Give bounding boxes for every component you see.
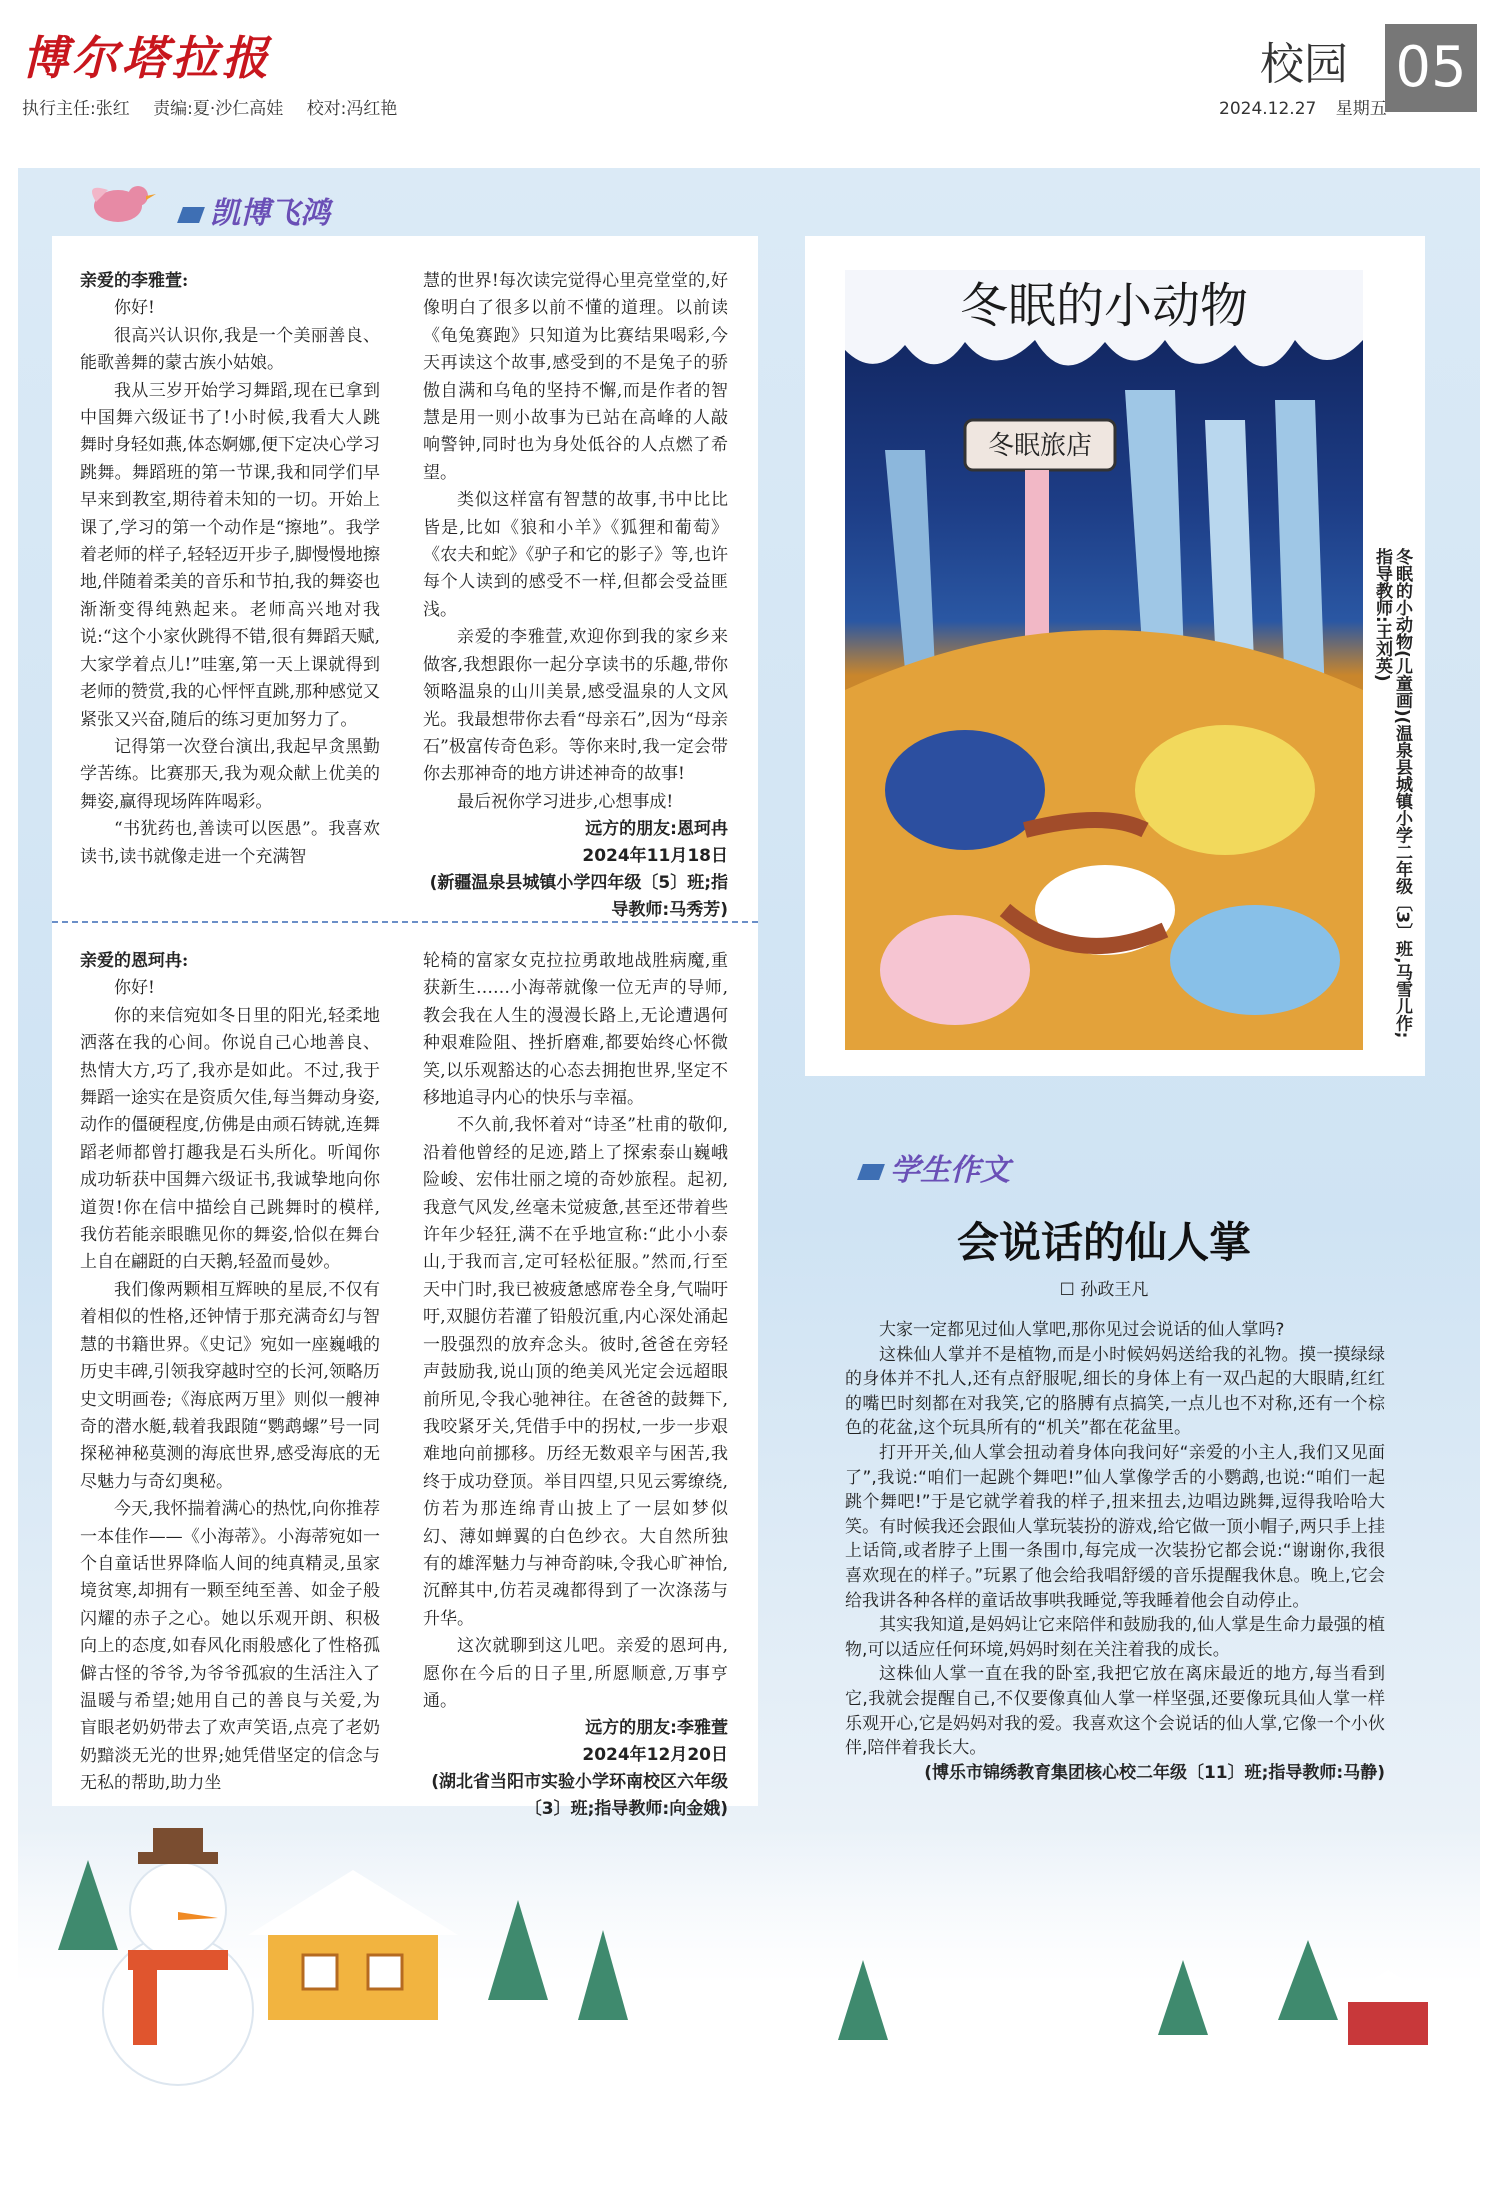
issue-date	[1205, 94, 1387, 119]
editor-credits	[22, 94, 415, 119]
letter1-paragraph: 亲爱的李雅萱,欢迎你到我的家乡来做客,我想跟你一起分享读书的乐趣,带你领略温泉的山川美景,感受温泉的人文风光。我最想带你去看“母亲石”,因为“母亲石”极富传奇色彩。等你来时,我一定会带你去那神奇的地方讲述神奇的故事!	[423, 627, 728, 785]
section-name: 校园	[1260, 39, 1348, 90]
column-title-letters: 凯博飞鸿	[180, 188, 330, 232]
letter1-paragraph: 最后祝你学习进步,心想事成!	[457, 791, 674, 812]
painting-caption: 冬眠的小动物(儿童画)(温泉县城镇小学二年级〔3〕班,马雪儿作;指导教师:王刘英)	[1372, 548, 1412, 1039]
essay-school-note: (博乐市锦绣教育集团核心校二年级〔11〕班;指导教师:马静)	[924, 1762, 1385, 1783]
essay-title: 会说话的仙人掌	[956, 1218, 1251, 1267]
letter2-paragraph: 不久前,我怀着对“诗圣”杜甫的敬仰,沿着他曾经的足迹,踏上了探索泰山巍峨险峻、宏伟壮丽之境的奇妙旅程。起初,我意气风发,丝毫未觉疲惫,甚至还带着些许年少轻狂,满不在乎地宣称:“此小小泰山,于我而言,定可轻松征服。”然而,行至天中门时,我已被疲惫感席卷全身,气喘吁吁,双腿仿若灌了铅般沉重,内心深处涌起一股强烈的放弃念头。彼时,爸爸在旁轻声鼓励我,说山顶的绝美风光定会远超眼前所见,令我心驰神往。在爸爸的鼓舞下,我咬紧牙关,凭借手中的拐杖,一步一步艰难地向前挪移。历经无数艰辛与困苦,我终于成功登顶。举目四望,只见云雾缭绕,仿若为那连绵青山披上了一层如梦似幻、薄如蝉翼的白色纱衣。大自然所独有的雄浑魅力与神奇韵味,令我心旷神怡,沉醉其中,仿若灵魂都得到了一次涤荡与升华。	[423, 1115, 728, 1629]
bird-icon	[78, 172, 158, 232]
essay-author: ☐ 孙政王凡	[1059, 1280, 1149, 1300]
letter2-salutation: 亲爱的恩珂冉:	[80, 951, 189, 971]
essay-paragraph: 这株仙人掌一直在我的卧室,我把它放在离床最近的地方,每当看到它,我就会提醒自己,不仅要像真仙人掌一样坚强,还要像玩具仙人掌一样乐观开心,它是妈妈对我的爱。我喜欢这个会说话的仙人掌,它像一个小伙伴,陪伴着我长大。	[845, 1664, 1385, 1759]
letter1-school: (新疆温泉县城镇小学四年级〔5〕班;指导教师:马秀芳)	[429, 873, 728, 921]
title-tag-icon	[177, 207, 205, 223]
date-text: 2024.12.27	[1219, 99, 1317, 119]
painting-sign-text: 冬眠旅店	[987, 431, 1093, 461]
essay-paragraph: 打开开关,仙人掌会扭动着身体向我问好“亲爱的小主人,我们又见面了”,我说:“咱们一起跳个舞吧!”仙人掌像学舌的小鹦鹉,也说:“咱们一起跳个舞吧!”于是它就学着我的样子,扭来扭去,边唱边跳舞,逗得我哈哈大笑。有时候我还会跟仙人掌玩装扮的游戏,给它做一顶小帽子,两只手上挂上话筒,或者脖子上围一条围巾,每完成一次装扮它都会说:“谢谢你,我很喜欢现在的样子。”玩累了他会给我唱舒缓的音乐提醒我休息。晚上,它会给我讲各种各样的童话故事哄我睡觉,等我睡着他会自动停止。	[845, 1442, 1385, 1611]
title-tag-icon	[857, 1164, 885, 1180]
credit-proofreader: 校对:冯红艳	[306, 99, 398, 119]
credit-chief: 执行主任:张红	[22, 99, 130, 119]
column-title-essay: 学生作文	[860, 1145, 1010, 1189]
weekday-text: 星期五	[1335, 99, 1387, 119]
letter2-date: 2024年12月20日	[582, 1745, 728, 1766]
letter1-paragraph: 很高兴认识你,我是一个美丽善良、能歌善舞的蒙古族小姑娘。	[80, 325, 380, 374]
letter2-paragraph: 你的来信宛如冬日里的阳光,轻柔地洒落在我的心间。你说自己心地善良、热情大方,巧了,我亦是如此。不过,我于舞蹈一途实在是资质欠佳,每当舞动身姿,动作的僵硬程度,仿佛是由顽石铸就,连舞蹈老师都曾打趣我是石头所化。听闻你成功斩获中国舞六级证书,我诚挚地向你道贺!你在信中描绘自己跳舞时的模样,我仿若能亲眼瞧见你的舞姿,恰似在舞台上自在翩跹的白天鹅,轻盈而曼妙。	[80, 1005, 380, 1273]
letter2-paragraph: 这次就聊到这儿吧。亲爱的恩珂冉,愿你在今后的日子里,所愿顺意,万事亨通。	[423, 1636, 728, 1711]
letter2-paragraph: 今天,我怀揣着满心的热忱,向你推荐一本佳作——《小海蒂》。小海蒂宛如一个自童话世界降临人间的纯真精灵,虽家境贫寒,却拥有一颗至纯至善、如金子般闪耀的赤子之心。她以乐观开朗、积极向上的态度,如春风化雨般感化了性格孤僻古怪的爷爷,为爷爷孤寂的生活注入了温暖与希望;她用自己的善良与关爱,为盲眼老奶奶带去了欢声笑语,点亮了老奶奶黯淡无光的世界;她凭借坚定的信念与无私的帮助,助力坐	[80, 1499, 380, 1794]
letter2-signature: 远方的朋友:李雅萱	[585, 1718, 728, 1739]
snowman-icon	[103, 1828, 253, 2085]
winter-scene-decoration	[18, 1820, 1480, 2088]
letter1-paragraph: 你好!	[114, 298, 155, 319]
newspaper-logo: 博尔塔拉报	[22, 31, 272, 85]
letter2-column-1	[80, 948, 380, 1798]
letter-divider	[52, 921, 758, 923]
letter2-paragraph: 你好!	[114, 978, 155, 999]
essay-paragraph: 大家一定都见过仙人掌吧,那你见过会说话的仙人掌吗?	[879, 1320, 1285, 1340]
letter2-school: (湖北省当阳市实验小学环南校区六年级〔3〕班;指导教师:向金娥)	[431, 1772, 728, 1820]
letter1-date: 2024年11月18日	[582, 846, 728, 867]
letter1-column-1	[80, 268, 380, 871]
letter1-paragraph: 我从三岁开始学习舞蹈,现在已拿到中国舞六级证书了!小时候,我看大人跳舞时身轻如燕,体态婀娜,便下定决心学习跳舞。舞蹈班的第一节课,我和同学们早早来到教室,期待着未知的一切。开始上课了,学习的第一个动作是“擦地”。我学着老师的样子,轻轻迈开步子,脚慢慢地擦地,伴随着柔美的音乐和节拍,我的舞姿也渐渐变得纯熟起来。老师高兴地对我说:“这个小家伙跳得不错,很有舞蹈天赋,大家学着点儿!”哇塞,第一天上课就得到老师的赞赏,我的心怦怦直跳,那种感觉又紧张又兴奋,随后的练习更加努力了。	[80, 380, 380, 730]
letter1-paragraph: 类似这样富有智慧的故事,书中比比皆是,比如《狼和小羊》《狐狸和葡萄》《农夫和蛇》《驴子和它的影子》等,也许每个人读到的感受不一样,但都会受益匪浅。	[423, 490, 728, 620]
painting-title-text: 冬眠的小动物	[959, 278, 1249, 334]
essay-paragraph: 这株仙人掌并不是植物,而是小时候妈妈送给我的礼物。摸一摸绿绿的身体并不扎人,还有点舒服呢,细长的身体上有一双凸起的大眼睛,红红的嘴巴时刻都在对我笑,它的胳膊有点搞笑,一点儿也不对称,还有一个棕色的花盆,这个玩具所有的“机关”都在花盆里。	[845, 1344, 1385, 1439]
children-painting	[845, 270, 1363, 1050]
letter1-column-2	[423, 268, 728, 924]
letter1-salutation: 亲爱的李雅萱:	[80, 271, 189, 291]
credit-editor: 责编:夏·沙仁高娃	[153, 99, 284, 119]
essay-paragraph: 其实我知道,是妈妈让它来陪伴和鼓励我的,仙人掌是生命力最强的植物,可以适应任何环境,妈妈时刻在关注着我的成长。	[845, 1615, 1385, 1660]
letter1-paragraph: “书犹药也,善读可以医愚”。我喜欢读书,读书就像走进一个充满智	[80, 819, 380, 867]
page-number: 05	[1385, 24, 1477, 112]
cabin-icon	[248, 1870, 458, 2020]
letter1-paragraph: 慧的世界!每次读完觉得心里亮堂堂的,好像明白了很多以前不懂的道理。以前读《龟兔赛跑》只知道为比赛结果喝彩,今天再读这个故事,感受到的不是兔子的骄傲自满和乌龟的坚持不懈,而是作者的智慧是用一则小故事为已站在高峰的人敲响警钟,同时也为身处低谷的人点燃了希望。	[423, 271, 728, 483]
letter2-paragraph: 轮椅的富家女克拉拉勇敢地战胜病魔,重获新生……小海蒂就像一位无声的导师,教会我在人生的漫漫长路上,无论遭遇何种艰难险阻、挫折磨难,都要始终心怀微笑,以乐观豁达的心态去拥抱世界,坚定不移地追寻内心的快乐与幸福。	[423, 951, 728, 1109]
letter2-paragraph: 我们像两颗相互辉映的星辰,不仅有着相似的性格,还钟情于那充满奇幻与智慧的书籍世界。《史记》宛如一座巍峨的历史丰碑,引领我穿越时空的长河,领略历史文明画卷;《海底两万里》则似一艘神奇的潜水艇,载着我跟随“鹦鹉螺”号一同探秘神秘莫测的海底世界,感受海底的无尽魅力与奇幻奥秘。	[80, 1279, 380, 1492]
small-house-icon	[1338, 1970, 1438, 2045]
letter1-paragraph: 记得第一次登台演出,我起早贪黑勤学苦练。比赛那天,我为观众献上优美的舞姿,赢得现场阵阵喝彩。	[80, 736, 380, 812]
hibernating-animals-picture	[845, 270, 1363, 1050]
essay-body	[845, 1318, 1385, 1785]
letter1-signature: 远方的朋友:恩珂冉	[585, 819, 728, 840]
letter2-column-2	[423, 948, 728, 1823]
masthead	[0, 0, 1500, 120]
